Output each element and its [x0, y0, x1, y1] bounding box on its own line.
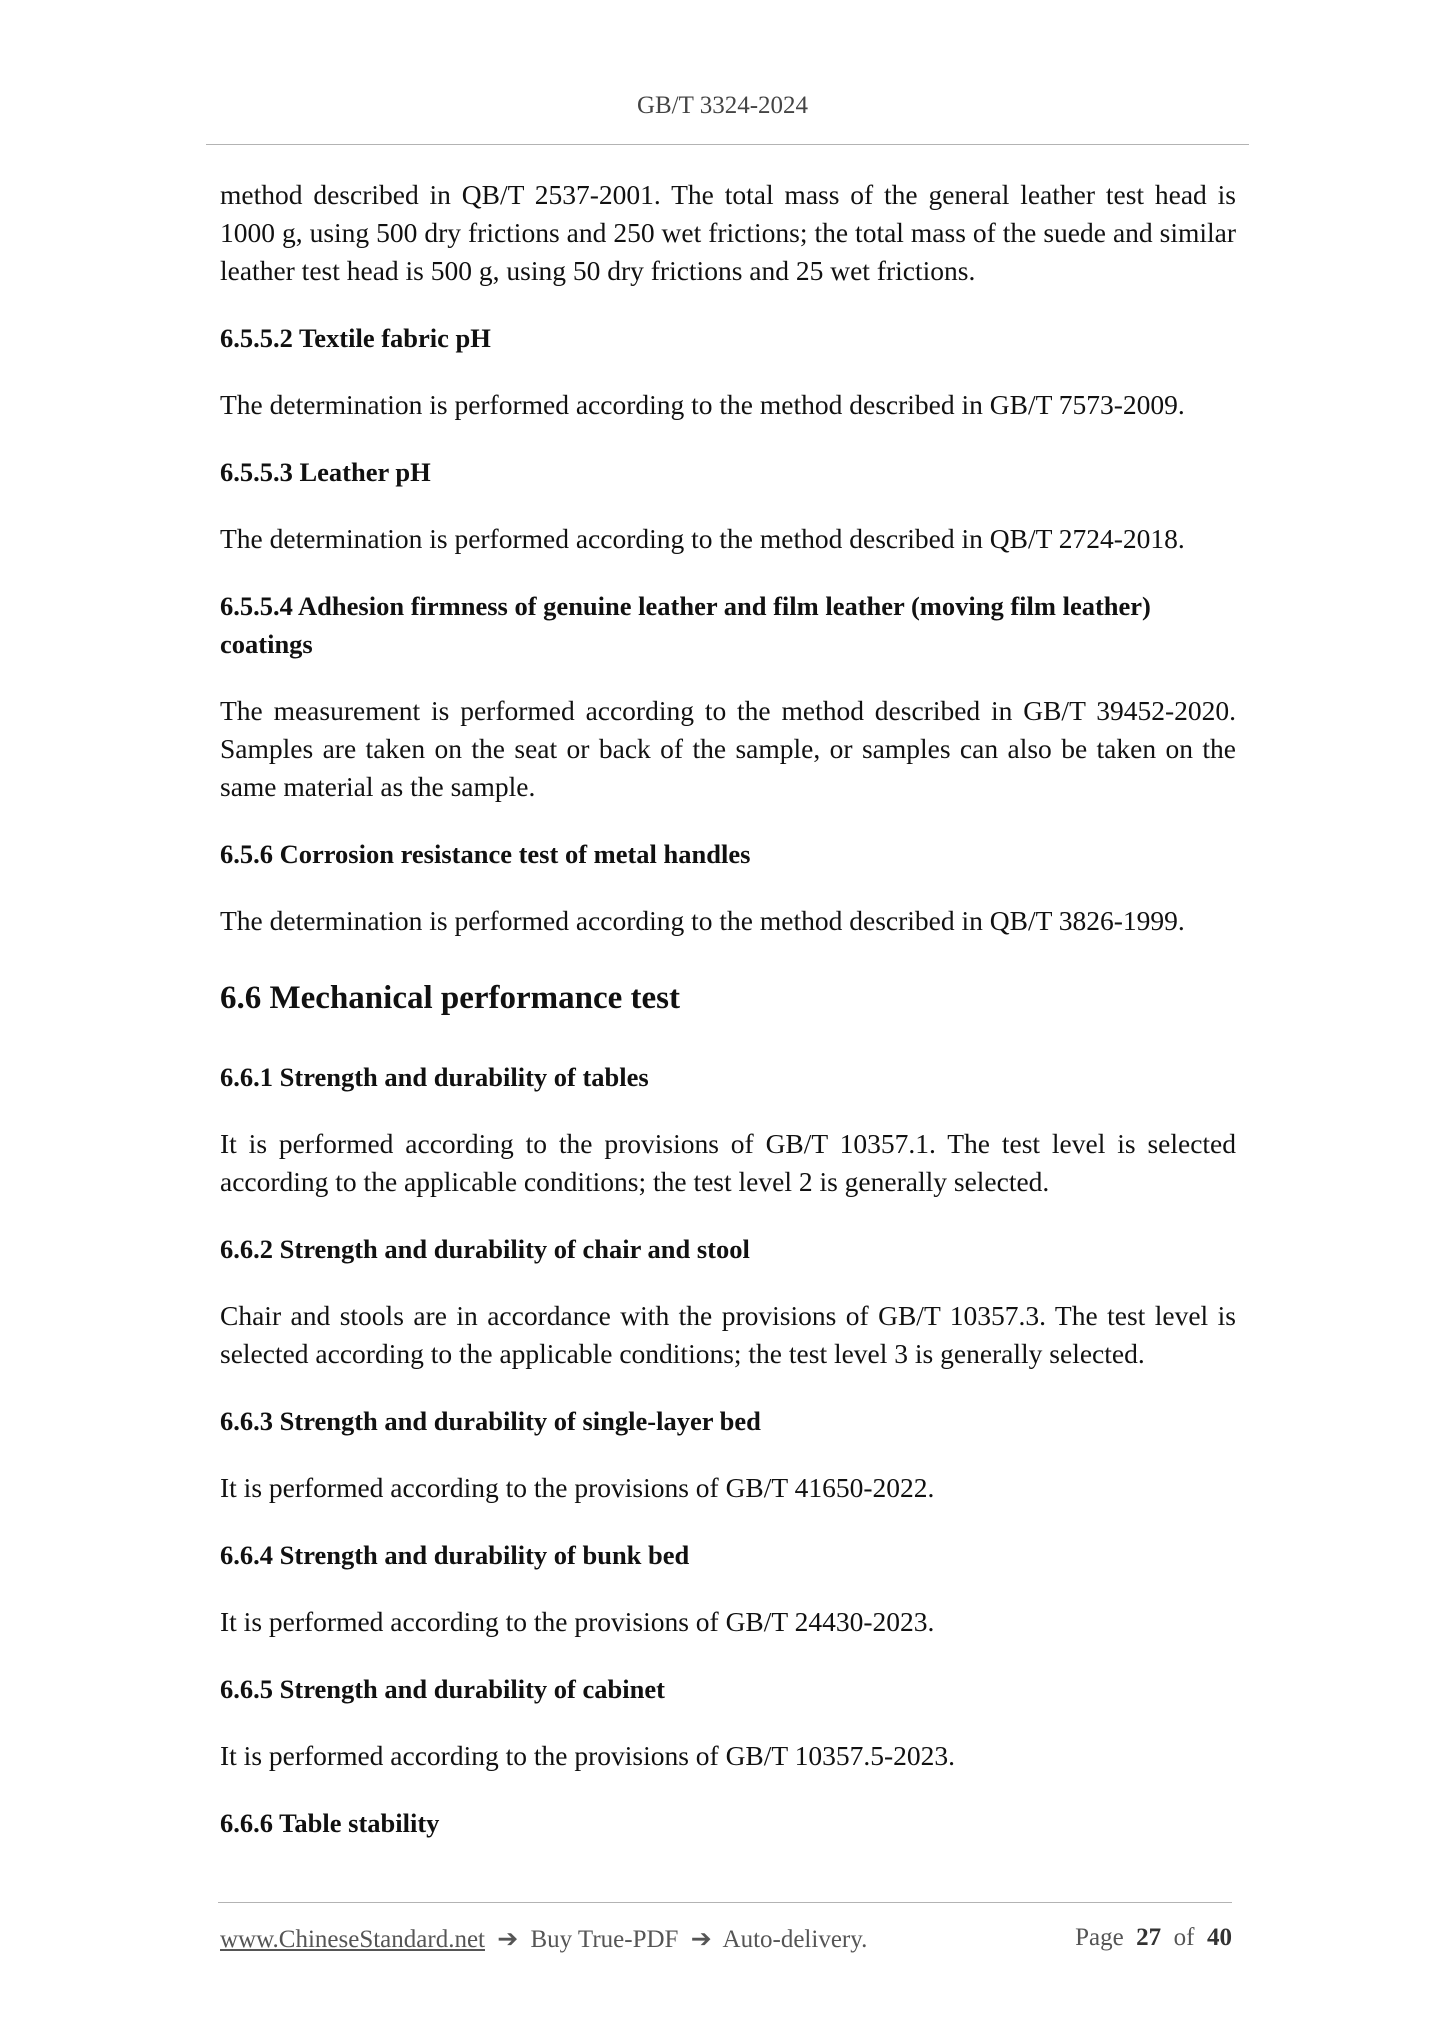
- delivery-text: Auto-delivery.: [722, 1926, 868, 1953]
- heading-6-6-5: 6.6.5 Strength and durability of cabinet: [220, 1674, 665, 1704]
- paragraph-6-5-5-3: The determination is performed according to the method described in QB/T 2724-2018.: [220, 523, 1185, 554]
- paragraph-6-5-5-2: The determination is performed according to the method described in GB/T 7573-2009.: [220, 389, 1185, 420]
- paragraph-6-6-4: It is performed according to the provisions of GB/T 24430-2023.: [220, 1606, 935, 1637]
- paragraph-6-5-6: The determination is performed according to the method described in QB/T 3826-1999.: [220, 905, 1185, 936]
- document-header-title: GB/T 3324-2024: [636, 92, 809, 119]
- heading-6-6-2: 6.6.2 Strength and durability of chair and stool: [220, 1234, 750, 1264]
- paragraph-6-6-2: Chair and stools are in accordance with the provisions of GB/T 10357.3. The test level is selected according to the applicable conditions; the test level 3 is generally selected.: [220, 1300, 1236, 1369]
- paragraph-intro: method described in QB/T 2537-2001. The total mass of the general leather test head is 1000 g, using 500 dry frictions and 250 wet frictions; the total mass of the suede and similar leather test head is 500 g, using 50 dry frictions and 25 wet frictions.: [220, 179, 1236, 286]
- page-footer: [220, 1924, 1232, 1954]
- page-indicator: [1075, 1924, 1232, 1954]
- paragraph-6-6-3: It is performed according to the provisions of GB/T 41650-2022.: [220, 1472, 935, 1503]
- paragraph-6-6-5: It is performed according to the provisions of GB/T 10357.5-2023.: [220, 1740, 955, 1771]
- heading-6-5-5-4: 6.5.5.4 Adhesion firmness of genuine leather and film leather (moving film leather) coatings: [220, 591, 1151, 659]
- paragraph-6-5-5-4: The measurement is performed according to the method described in GB/T 39452-2020. Samples are taken on the seat or back of the sample, or samples can also be taken on the same material as the sample.: [220, 695, 1236, 802]
- of-label: of: [1173, 1924, 1195, 1951]
- website-link[interactable]: www.ChineseStandard.net: [220, 1926, 485, 1953]
- heading-6-5-5-3: 6.5.5.3 Leather pH: [220, 457, 431, 487]
- page-number: 27: [1136, 1924, 1162, 1951]
- paragraph-6-6-1: It is performed according to the provisions of GB/T 10357.1. The test level is selected according to the applicable conditions; the test level 2 is generally selected.: [220, 1128, 1236, 1197]
- heading-6-6-3: 6.6.3 Strength and durability of single-layer bed: [220, 1406, 761, 1436]
- heading-6-6-1: 6.6.1 Strength and durability of tables: [220, 1062, 649, 1092]
- heading-6-6-4: 6.6.4 Strength and durability of bunk bed: [220, 1540, 690, 1570]
- heading-6-5-5-2: 6.5.5.2 Textile fabric pH: [220, 323, 491, 353]
- header-divider: [206, 144, 1249, 145]
- footer-divider: [218, 1902, 1232, 1903]
- heading-6-6: 6.6 Mechanical performance test: [220, 980, 681, 1016]
- buy-text: Buy True-PDF: [530, 1926, 679, 1953]
- document-body: [220, 176, 1236, 1871]
- page-label: Page: [1075, 1924, 1124, 1951]
- arrow-right-icon: ➔: [497, 1926, 519, 1953]
- footer-promo: [220, 1924, 867, 1954]
- heading-6-6-6: 6.6.6 Table stability: [220, 1808, 440, 1838]
- arrow-right-icon: ➔: [690, 1926, 712, 1953]
- page-total: 40: [1207, 1924, 1232, 1951]
- heading-6-5-6: 6.5.6 Corrosion resistance test of metal handles: [220, 839, 751, 869]
